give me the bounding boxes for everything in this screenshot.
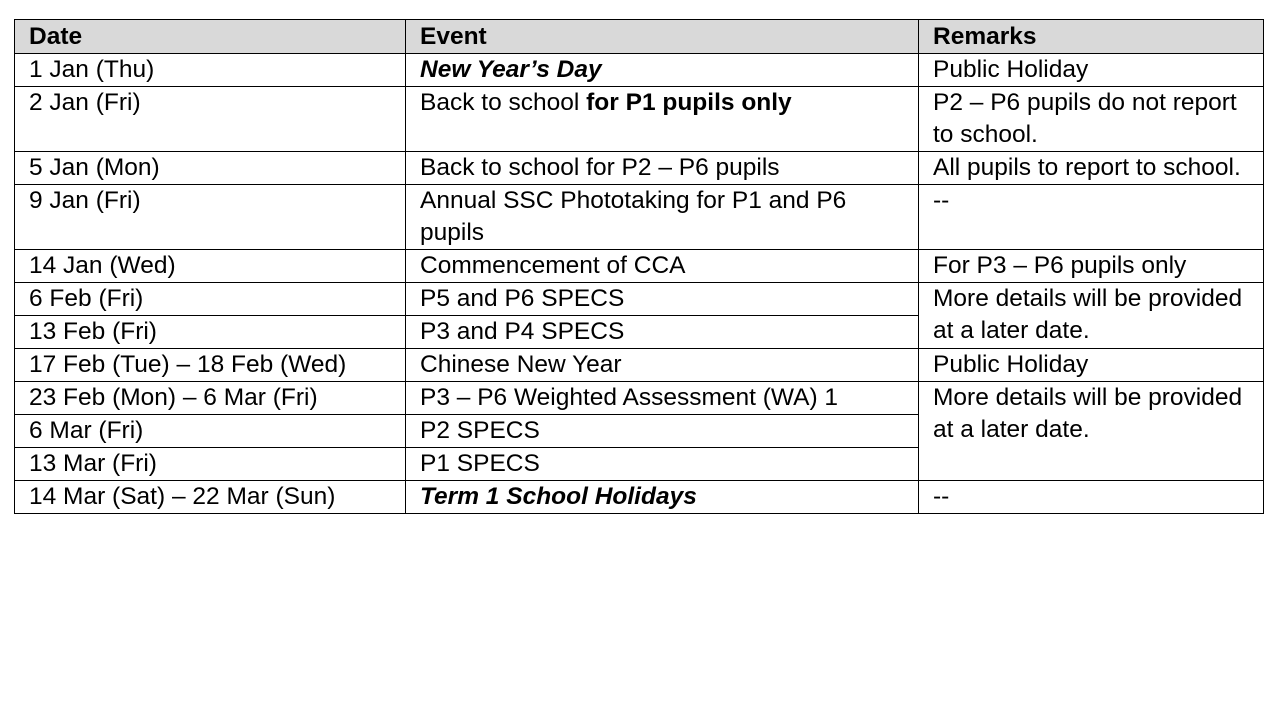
table-row xyxy=(15,54,1264,87)
remarks-cell: All pupils to report to school. xyxy=(919,152,1264,185)
event-cell: P3 – P6 Weighted Assessment (WA) 1 xyxy=(406,382,919,415)
event-cell: P1 SPECS xyxy=(406,448,919,481)
date-cell: 1 Jan (Thu) xyxy=(15,54,406,87)
table-row xyxy=(15,250,1264,283)
event-text: Back to school xyxy=(420,89,587,116)
table-row xyxy=(15,349,1264,382)
remarks-cell: -- xyxy=(919,185,1264,250)
event-cell xyxy=(406,481,919,514)
event-cell: P5 and P6 SPECS xyxy=(406,283,919,316)
event-cell: Commencement of CCA xyxy=(406,250,919,283)
event-cell: P2 SPECS xyxy=(406,415,919,448)
event-text: Term 1 School Holidays xyxy=(420,483,697,510)
header-event: Event xyxy=(406,20,919,54)
date-cell: 6 Feb (Fri) xyxy=(15,283,406,316)
date-cell: 13 Mar (Fri) xyxy=(15,448,406,481)
event-cell: Back to school for P2 – P6 pupils xyxy=(406,152,919,185)
remarks-cell: More details will be provided at a later date. xyxy=(919,382,1264,481)
remarks-cell: -- xyxy=(919,481,1264,514)
table-row xyxy=(15,152,1264,185)
date-cell: 6 Mar (Fri) xyxy=(15,415,406,448)
date-cell: 13 Feb (Fri) xyxy=(15,316,406,349)
header-remarks: Remarks xyxy=(919,20,1264,54)
event-emphasis: for P1 pupils only xyxy=(586,89,792,116)
table-row xyxy=(15,87,1264,152)
event-cell: P3 and P4 SPECS xyxy=(406,316,919,349)
event-cell: Chinese New Year xyxy=(406,349,919,382)
date-cell: 14 Mar (Sat) – 22 Mar (Sun) xyxy=(15,481,406,514)
remarks-cell: Public Holiday xyxy=(919,54,1264,87)
header-row xyxy=(15,20,1264,54)
event-cell xyxy=(406,87,919,152)
date-cell: 9 Jan (Fri) xyxy=(15,185,406,250)
date-cell: 17 Feb (Tue) – 18 Feb (Wed) xyxy=(15,349,406,382)
remarks-cell: P2 – P6 pupils do not report to school. xyxy=(919,87,1264,152)
table-row xyxy=(15,481,1264,514)
date-cell: 2 Jan (Fri) xyxy=(15,87,406,152)
event-cell xyxy=(406,54,919,87)
event-text: New Year’s Day xyxy=(420,56,602,83)
event-cell: Annual SSC Phototaking for P1 and P6 pupils xyxy=(406,185,919,250)
remarks-cell: For P3 – P6 pupils only xyxy=(919,250,1264,283)
school-calendar-table xyxy=(14,19,1264,514)
table-row xyxy=(15,185,1264,250)
header-date: Date xyxy=(15,20,406,54)
table-row xyxy=(15,382,1264,415)
date-cell: 14 Jan (Wed) xyxy=(15,250,406,283)
date-cell: 23 Feb (Mon) – 6 Mar (Fri) xyxy=(15,382,406,415)
remarks-cell: Public Holiday xyxy=(919,349,1264,382)
table-row xyxy=(15,283,1264,316)
remarks-cell: More details will be provided at a later date. xyxy=(919,283,1264,349)
date-cell: 5 Jan (Mon) xyxy=(15,152,406,185)
